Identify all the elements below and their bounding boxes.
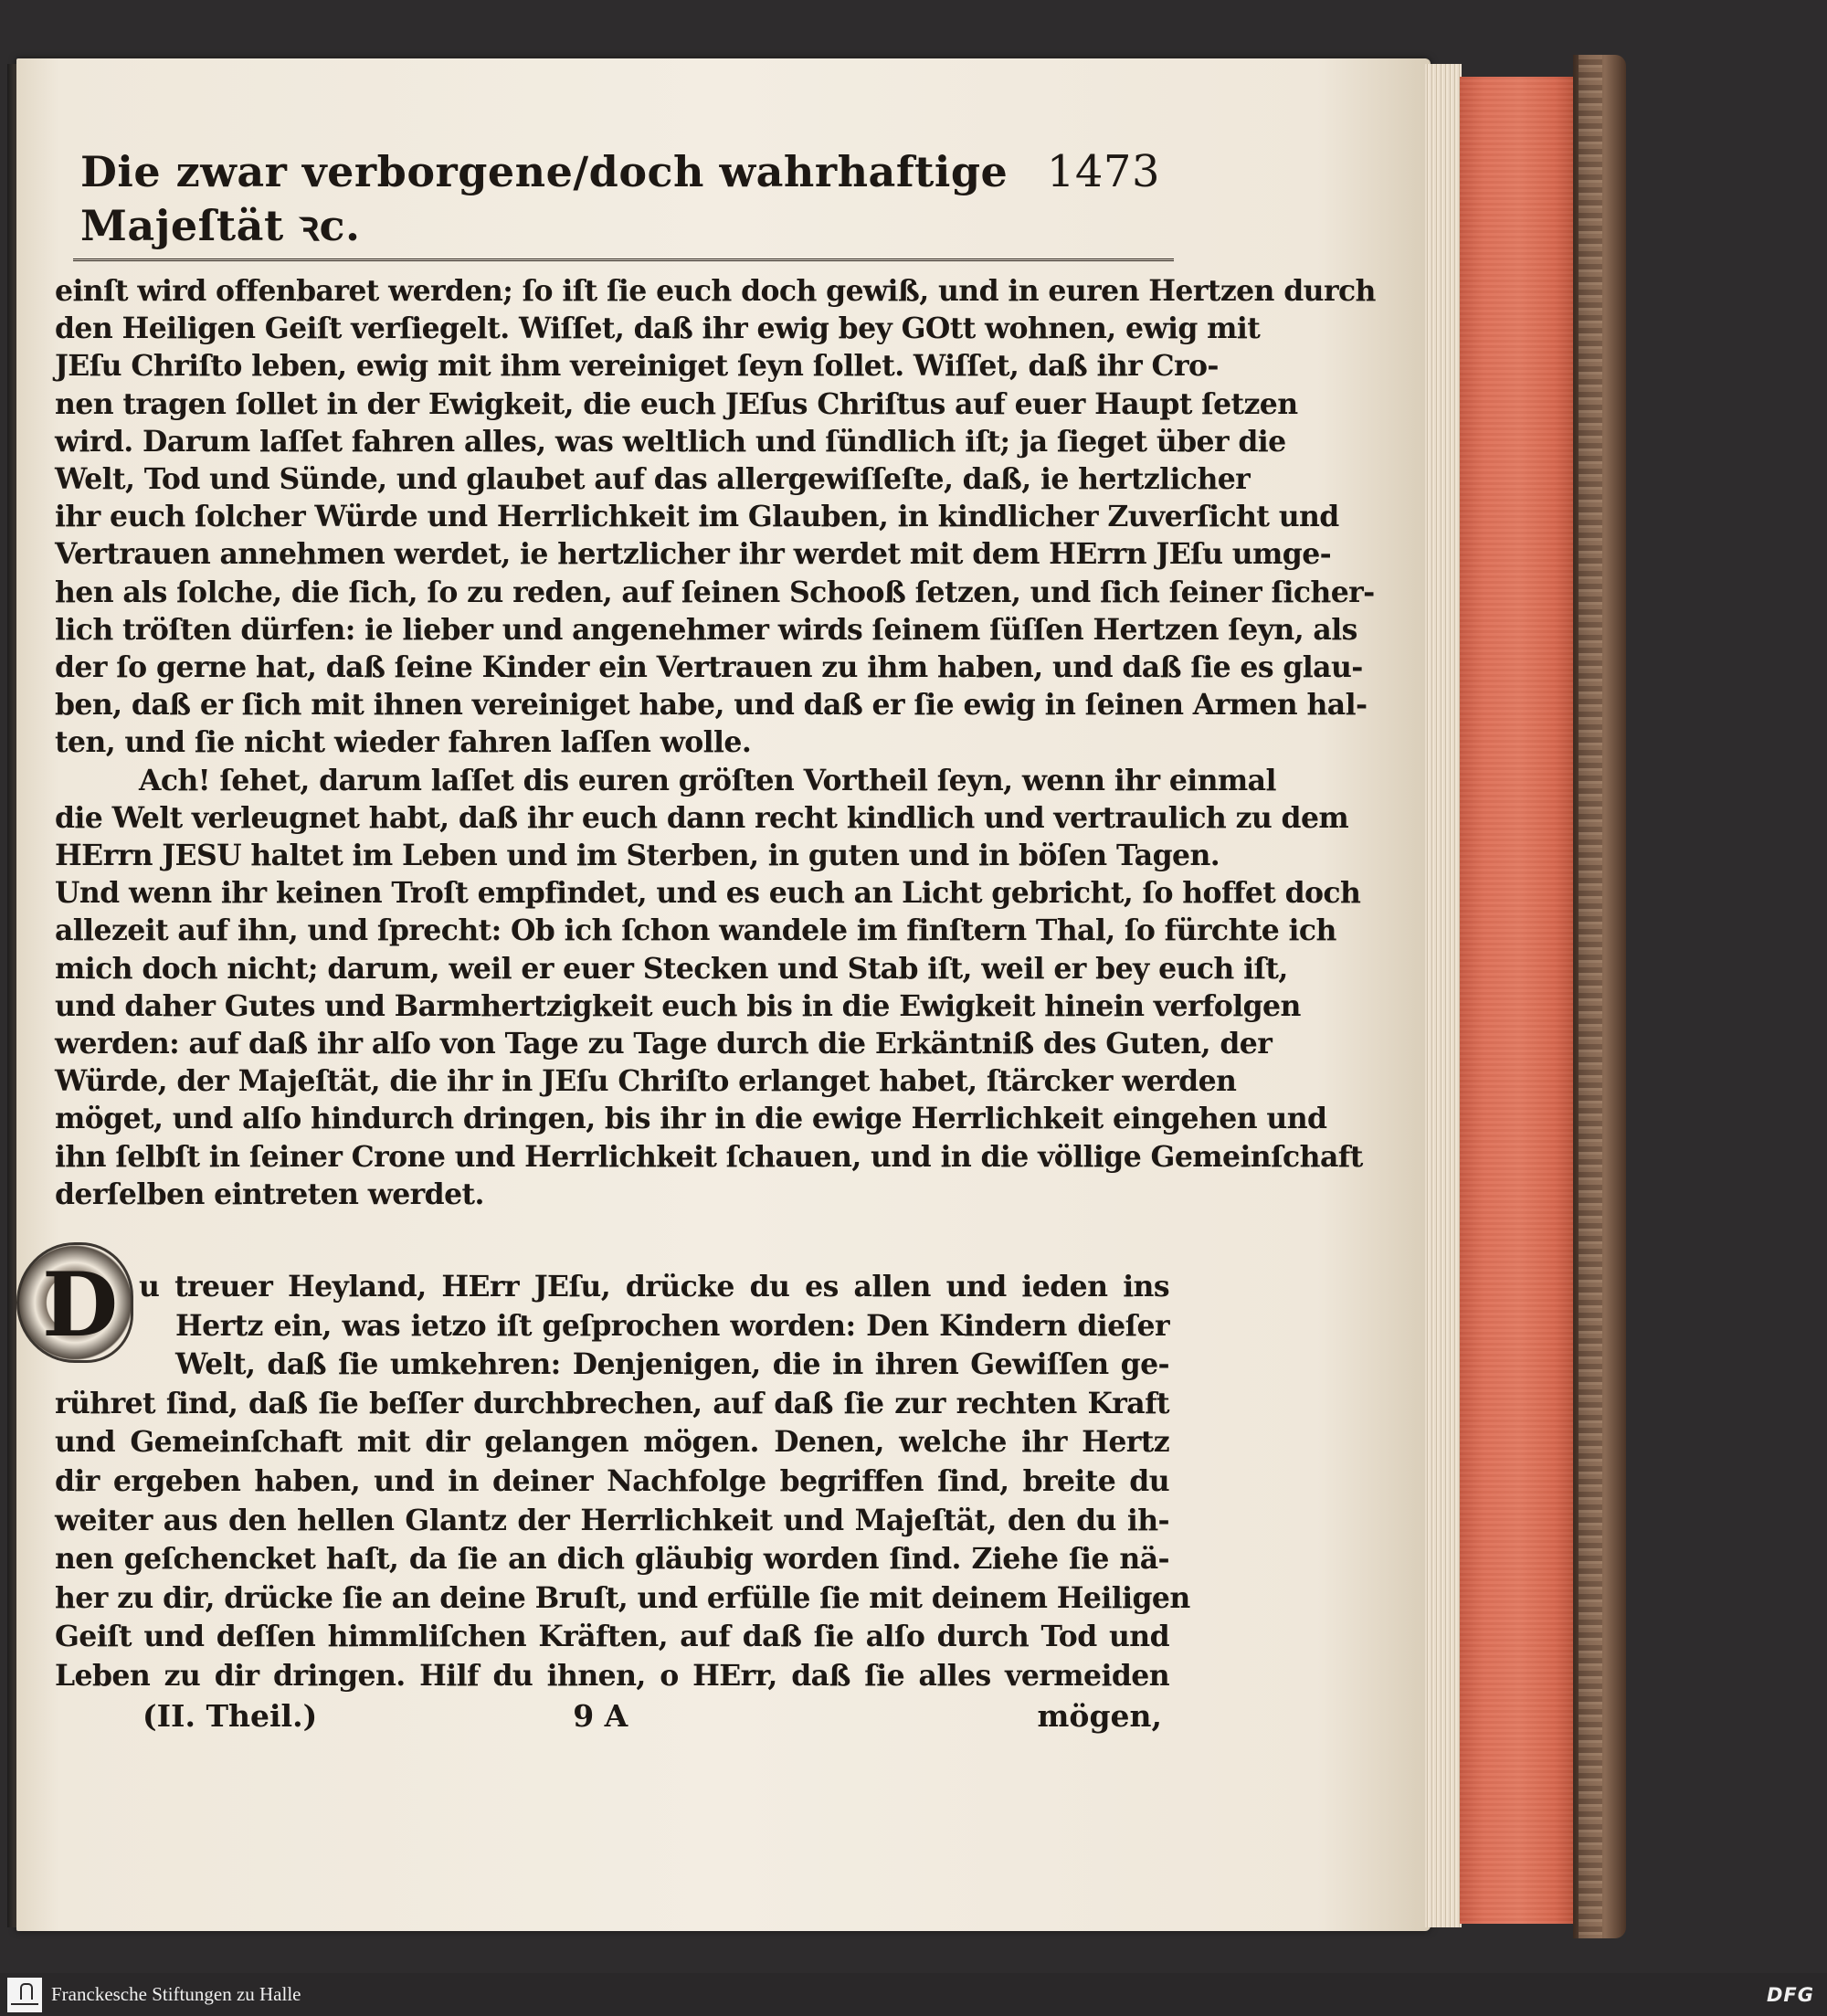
text-line: nen tragen ſollet in der Ewigkeit, die euch JEſus Chriſtus auf euer Haupt ſetzen <box>55 386 1298 421</box>
text-line: nen geſchencket haſt, da ſie an dich gläubig worden ſind. Ziehe ſie nä- <box>55 1542 1169 1577</box>
text-line: rühret ſind, daß ſie beſſer durchbrechen, auf daß ſie zur rechten Kraft <box>55 1386 1169 1420</box>
page-stack <box>1425 64 1462 1927</box>
sermon-paragraph-2 <box>55 762 1363 1213</box>
text-line: der ſo gerne hat, daß ſeine Kinder ein Vertrauen zu ihm haben, und daß ſie es glau- <box>55 650 1363 685</box>
header-rule <box>73 259 1174 261</box>
page-footer <box>55 1698 1169 1734</box>
text-line: Ach! ſehet, darum laſſet dis euren gröſten Vortheil ſeyn, wenn ihr einmal <box>139 763 1276 797</box>
text-line: lich tröſten dürfen: ie lieber und angenehmer wirds ſeinem ſüſſen Hertzen ſeyn, als <box>55 612 1357 647</box>
text-line: HErrn JESU haltet im Leben und im Sterben, in guten und in böſen Tagen. <box>55 839 1220 873</box>
signature-mark: 9 A <box>573 1697 628 1734</box>
text-line: und daher Gutes und Barmhertzigkeit euch bis in die Ewigkeit hinein verfolgen <box>55 988 1301 1023</box>
text-line: werden: auf daß ihr alſo von Tage zu Tage durch die Erkäntniß des Guten, der <box>55 1027 1273 1061</box>
text-line: ihn ſelbſt in ſeiner Crone und Herrlichkeit ſchauen, und in die völlige Gemeinſchaft <box>55 1139 1363 1174</box>
text-line: mich doch nicht; darum, weil er euer Stecken und Stab iſt, weil er bey euch iſt, <box>55 951 1288 986</box>
text-line: Würde, der Majeſtät, die ihr in JEſu Chriſto erlanget habet, ſtärcker werden <box>55 1064 1237 1099</box>
dfg-logo[interactable]: DFG <box>1766 1983 1814 2006</box>
text-line: Hertz ein, was ietzo iſt geſprochen worden: Den Kindern dieſer <box>175 1308 1169 1343</box>
text-line: den Heiligen Geiſt verſiegelt. Wiſſet, daß ihr ewig bey GOtt wohnen, ewig mit <box>55 311 1261 346</box>
page-text <box>55 146 1376 1734</box>
text-line: derſelben eintreten werdet. <box>55 1177 484 1211</box>
text-line: wird. Darum laſſet fahren alles, was weltlich und ſündlich iſt; ja ſieget über die <box>55 424 1286 459</box>
institution-name[interactable]: Franckesche Stiftungen zu Halle <box>51 1983 301 2005</box>
text-line: hen als ſolche, die ſich, ſo zu reden, auf ſeinen Schooß ſetzen, und ſich ſeiner ſicher- <box>55 575 1375 609</box>
text-line: Und wenn ihr keinen Troſt empfindet, und es euch an Licht gebricht, ſo hoffet doch <box>55 876 1361 911</box>
text-line: und Gemeinſchaft mit dir gelangen mögen. Denen, welche ihr Hertz <box>55 1425 1169 1460</box>
section-gap <box>55 1213 1169 1268</box>
text-line: Welt, daß ſie umkehren: Denjenigen, die in ihren Gewiſſen ge- <box>175 1347 1169 1382</box>
running-header <box>55 146 1169 253</box>
page-number: 1473 <box>1046 146 1160 197</box>
text-line: allezeit auf ihn, und ſprecht: Ob ich ſchon wandele im finſtern Thal, ſo fürchte ich <box>55 913 1336 948</box>
text-line: einſt wird offenbaret werden; ſo iſt ſie euch doch gewiß, und in euren Hertzen durch <box>55 274 1376 308</box>
prayer-paragraph <box>55 1268 1190 1696</box>
text-line: ten, und ſie nicht wieder fahren laſſen wolle. <box>55 725 752 760</box>
text-line: Leben zu dir dringen. Hilf du ihnen, o HErr, daß ſie alles vermeiden <box>55 1659 1169 1694</box>
text-line: dir ergeben haben, und in deiner Nachfolge begriffen ſind, breite du <box>55 1464 1169 1499</box>
text-line: ihr euch ſolcher Würde und Herrlichkeit im Glauben, in kindlicher Zuverſicht und <box>55 500 1339 534</box>
red-fore-edge <box>1460 77 1579 1924</box>
text-line: Welt, Tod und Sünde, und glaubet auf das allergewiſſeſte, daß, ie hertzlicher <box>55 462 1251 497</box>
text-line: weiter aus den hellen Glantz der Herrlichkeit und Majeſtät, den du ih- <box>55 1503 1169 1537</box>
text-line: her zu dir, drücke ſie an deine Bruſt, und erfülle ſie mit deinem Heiligen <box>55 1580 1190 1615</box>
text-line: u treuer Heyland, HErr JEſu, drücke du es allen und ieden ins <box>139 1270 1169 1304</box>
book-cover <box>1573 55 1626 1938</box>
text-line: Vertrauen annehmen werdet, ie hertzlicher ihr werdet mit dem HErrn JEſu umge- <box>55 537 1332 572</box>
running-title: Die zwar verborgene/doch wahrhaftige Majeſtät ꝛc. <box>80 147 1009 250</box>
viewer-footer-bar <box>0 1973 1827 2016</box>
sermon-paragraph-1 <box>55 272 1376 762</box>
text-line: Geiſt und deſſen himmliſchen Kräften, auf daß ſie alſo durch Tod und <box>55 1620 1169 1654</box>
text-line: ben, daß er ſich mit ihnen vereiniget habe, und daß er ſie ewig in ſeinen Armen hal- <box>55 688 1368 723</box>
text-line: JEſu Chriſto leben, ewig mit ihm vereiniget ſeyn ſollet. Wiſſet, daß ihr Cro- <box>55 349 1219 384</box>
institution-logo-icon[interactable] <box>7 1978 42 2012</box>
text-line: die Welt verleugnet habt, daß ihr euch dann recht kindlich und vertraulich zu dem <box>55 800 1349 835</box>
initial-letter: D <box>42 1253 119 1356</box>
volume-label: (II. Theil.) <box>143 1697 318 1734</box>
text-line: möget, und alſo hindurch dringen, bis ihr in die ewige Herrlichkeit eingehen und <box>55 1102 1327 1136</box>
catchword: mögen, <box>1037 1697 1162 1734</box>
